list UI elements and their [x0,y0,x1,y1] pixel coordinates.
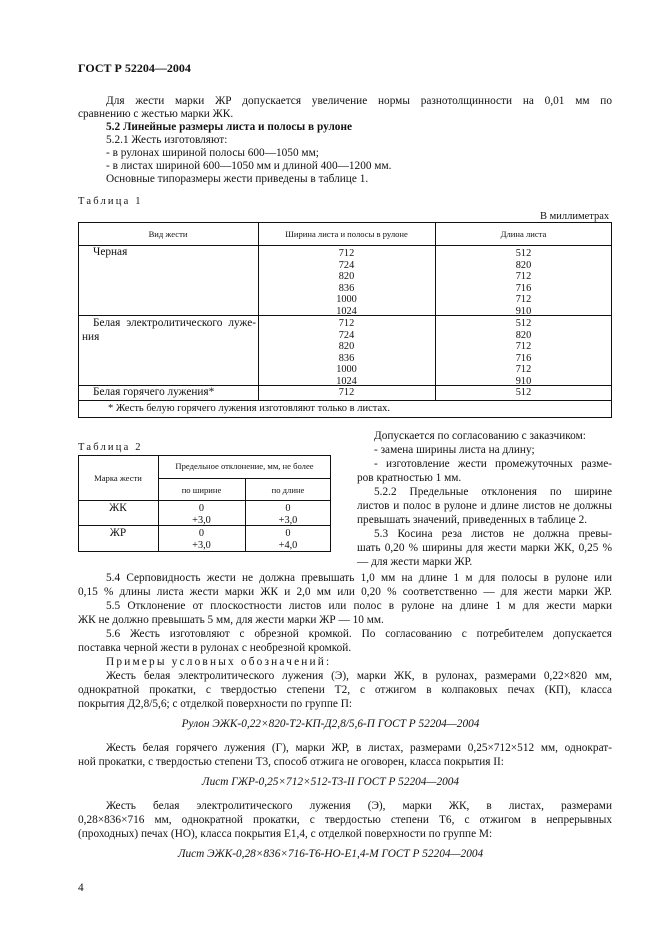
table-cell-type: Черная [93,246,128,258]
paragraph-line: Жесть белая горячего лужения (Г), марки ЖР, в листах, размерами 0,25×712×512 мм, однократ- [106,742,612,754]
page-number: 4 [78,882,84,894]
table-2 [78,455,331,552]
paragraph-line: 5.2.2 Предельные отклонения по ширине [374,486,612,498]
list-item: - замена ширины листа на длину; [374,444,535,456]
paragraph-line: покрытия Д2,8/5,6; с отделкой поверхности по группе П: [78,698,353,710]
table-footnote: * Жесть белую горячего лужения изготовляют только в листах. [108,403,391,414]
paragraph-line: 5.2.1 Жесть изготовляют: [106,134,228,146]
paragraph-line: Жесть белая электролитического лужения (Э), марки ЖК, в листах, размерами [106,800,612,812]
paragraph-line: 5.4 Серповидность жести не должна превышать 1,0 мм на длине 1 м для полосы в рулоне или [106,572,612,584]
table-cell-mark: ЖР [109,527,127,539]
designation-example: Лист ЭЖК-0,28×836×716-Т6-НО-Е1,4-М ГОСТ Р 52204—2004 [177,848,484,860]
paragraph-line: (проходных) печах (НО), класса покрытия Е1,4, с отделкой поверхности по группе М: [78,828,493,840]
table-cell-widths: 712 724 820 836 1000 1024 [336,248,357,317]
document-header: ГОСТ Р 52204—2004 [78,61,191,75]
paragraph-line: однократной прокатки, с твердостью степени Т2, с отжигом в колпаковых печах (КП), класса [78,684,612,696]
list-item: - в листах шириной 600—1050 мм и длиной 400—1200 мм. [106,160,392,172]
table-cell-type: Белая электролитического луже- ния [82,317,256,343]
paragraph-line: сравнению с жестью марки ЖК. [78,108,234,120]
paragraph-line: шать 0,20 % ширины для жести марки ЖК, 0,25 % [357,542,612,554]
paragraph-line: Основные типоразмеры жести приведены в таблице 1. [106,173,369,185]
table-caption: Таблица 1 [78,196,143,207]
table-cell-length-dev: 0 +4,0 [278,528,298,551]
list-item: - в рулонах шириной полосы 600—1050 мм; [106,147,319,159]
paragraph-line: 0,28×836×716 мм, однократной прокатки, с твердостью степени Т6, с отжигом в непрерывных [78,814,612,826]
paragraph-line: 5.5 Отклонение от плоскостности листов или полос в рулоне на длине 1 м для жести марки [106,600,612,612]
paragraph-line: 5.6 Жесть изготовляют с обрезной кромкой. По согласованию с потребителем допускается [106,628,612,640]
designation-example: Лист ГЖР-0,25×712×512-Т3-II ГОСТ Р 52204—2004 [201,776,460,788]
paragraph-line: ЖК не должно превышать 5 мм, для жести марки ЖР — 10 мм. [78,614,384,626]
paragraph-line: 5.3 Косина реза листов не должна превы- [374,528,612,540]
table-cell-length-dev: 0 +3,0 [278,503,298,526]
table-header: Предельное отклонение, мм, не более [175,461,314,471]
paragraph-line: — для жести марки ЖР. [357,556,473,568]
paragraph-line: Допускается по согласованию с заказчиком: [374,430,586,442]
table-cell-mark: ЖК [109,502,127,514]
designation-example: Рулон ЭЖК-0,22×820-Т2-КП-Д2,8/5,6-П ГОСТ Р 52204—2004 [181,718,480,730]
table-header: Ширина листа и полосы в рулоне [285,229,408,239]
section-heading: 5.2 Линейные размеры листа и полосы в рулоне [106,121,352,133]
table-1 [78,222,612,418]
table-header: Вид жести [148,229,188,239]
paragraph-line: ров кратностью 1 мм. [357,472,462,484]
table-cell-widths: 712 724 820 836 1000 1024 [336,318,357,387]
paragraph-line: ной прокатки, с твердостью степени Т3, способ отжига не оговорен, класса покрытия II: [78,756,504,768]
table-caption: Таблица 2 [78,442,143,453]
paragraph-line: Для жести марки ЖР допускается увеличение нормы разнотолщинности на 0,01 мм по [106,95,612,107]
list-item: - изготовление жести промежуточных разме- [374,458,612,470]
table-header: Длина листа [500,229,547,239]
table-cell-lengths: 512 [515,387,532,398]
table-units: В миллиметрах [540,211,610,222]
table-cell-widths: 712 [338,387,355,398]
table-cell-width-dev: 0 +3,0 [192,528,211,551]
table-cell-lengths: 512 820 712 716 712 910 [515,248,532,317]
table-header: по длине [271,485,305,495]
paragraph-line: 0,15 % длины листа жести марки ЖК и 2,0 мм или 0,20 % соответственно — для жести марки ЖР. [78,586,612,598]
table-cell-type: Белая горячего лужения* [93,386,215,398]
paragraph-line: листов и полос в рулоне и длине листов не должны [357,500,612,512]
table-cell-lengths: 512 820 712 716 712 910 [515,318,532,387]
table-cell-width-dev: 0 +3,0 [192,503,211,526]
paragraph-line: Жесть белая электролитического лужения (Э), марки ЖК, в рулонах, размерами 0,22×820 мм, [106,670,612,682]
table-header: Марка жести [94,473,142,483]
table-header: по ширине [181,485,222,495]
examples-heading: Примеры условных обозначений: [106,656,332,668]
paragraph-line: поставка черной жести в рулонах с необрезной кромкой. [78,642,352,654]
paragraph-line: превышать значений, приведенных в таблице 2. [357,514,588,526]
